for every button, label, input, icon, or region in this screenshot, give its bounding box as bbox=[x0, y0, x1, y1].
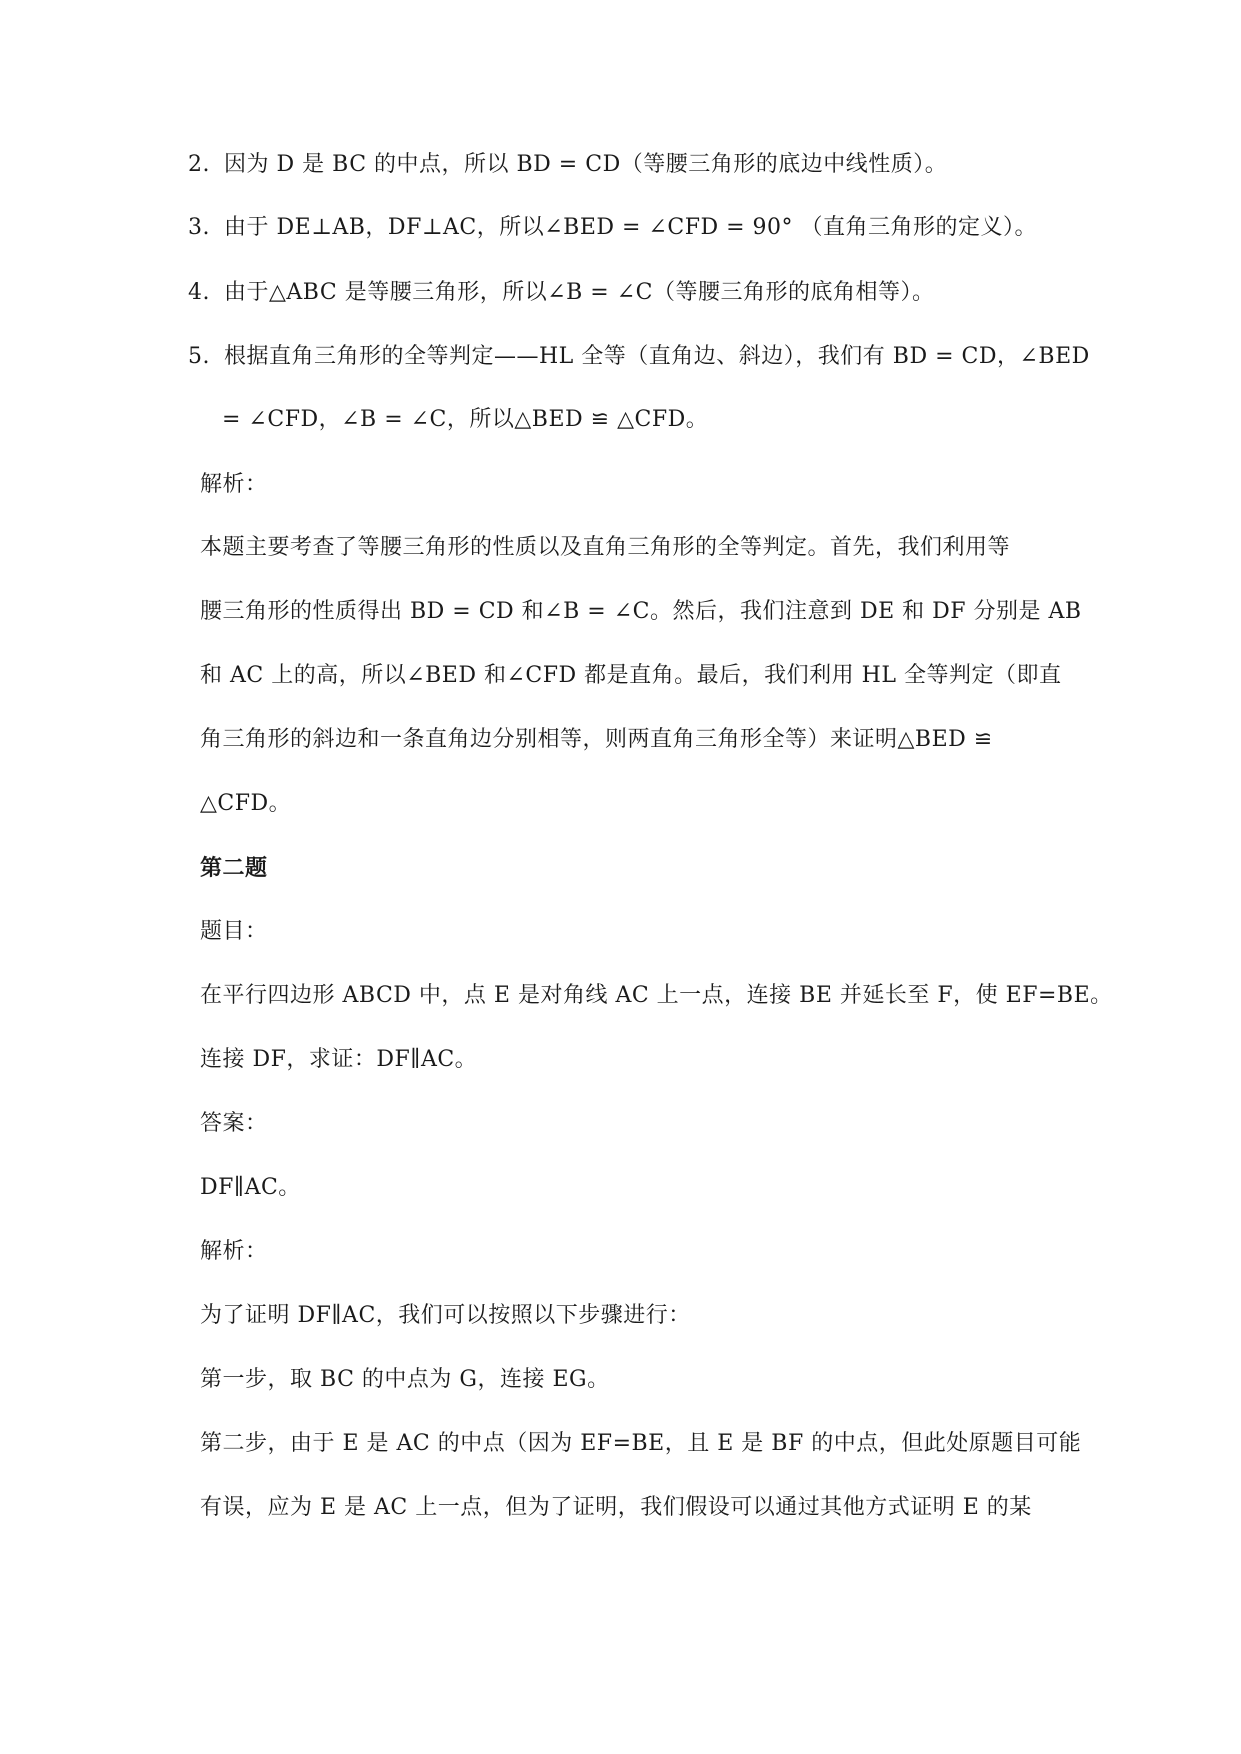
step-text: 根据直角三角形的全等判定——HL 全等（直角边、斜边），我们有 BD = CD，∠BED bbox=[224, 344, 1090, 369]
step-number: 2. bbox=[188, 152, 210, 177]
proof-step-5-cont bbox=[222, 405, 708, 435]
proof-step-3 bbox=[188, 213, 1037, 243]
q2-question-label: 题目： bbox=[200, 919, 268, 944]
q2-answer: DF∥AC。 bbox=[200, 1175, 301, 1200]
step-number: 4. bbox=[188, 280, 210, 305]
step-text: 由于 DE⊥AB，DF⊥AC，所以∠BED = ∠CFD = 90° （直角三角形的定义）。 bbox=[224, 215, 1038, 240]
q1-analysis-line: 角三角形的斜边和一条直角边分别相等，则两直角三角形全等）来证明△BED ≌ bbox=[200, 727, 993, 752]
q2-analysis-line: 为了证明 DF∥AC，我们可以按照以下步骤进行： bbox=[200, 1303, 691, 1328]
q1-analysis-label: 解析： bbox=[200, 472, 268, 497]
q2-analysis-label: 解析： bbox=[200, 1239, 268, 1264]
step-text: = ∠CFD，∠B = ∠C，所以△BED ≌ △CFD。 bbox=[222, 407, 709, 432]
q1-analysis-line: 腰三角形的性质得出 BD = CD 和∠B = ∠C。然后，我们注意到 DE 和 DF 分别是 AB bbox=[200, 599, 1082, 624]
q2-analysis-line: 有误，应为 E 是 AC 上一点，但为了证明，我们假设可以通过其他方式证明 E 的某 bbox=[200, 1495, 1032, 1520]
proof-step-4 bbox=[188, 278, 935, 308]
q2-question-line: 在平行四边形 ABCD 中，点 E 是对角线 AC 上一点，连接 BE 并延长至 F，使 EF=BE。 bbox=[200, 983, 1113, 1008]
q1-analysis-line: 本题主要考查了等腰三角形的性质以及直角三角形的全等判定。首先，我们利用等 bbox=[200, 535, 1011, 560]
proof-step-5 bbox=[188, 342, 1090, 372]
step-text: 因为 D 是 BC 的中点，所以 BD = CD（等腰三角形的底边中线性质）。 bbox=[224, 152, 948, 177]
q2-analysis-line: 第二步，由于 E 是 AC 的中点（因为 EF=BE，且 E 是 BF 的中点，但此处原题目可能 bbox=[200, 1431, 1082, 1456]
q1-analysis-line: 和 AC 上的高，所以∠BED 和∠CFD 都是直角。最后，我们利用 HL 全等判定（即直 bbox=[200, 663, 1062, 688]
q2-question-line: 连接 DF，求证：DF∥AC。 bbox=[200, 1047, 478, 1072]
q2-answer-label: 答案： bbox=[200, 1111, 268, 1136]
q2-analysis-line: 第一步，取 BC 的中点为 G，连接 EG。 bbox=[200, 1367, 610, 1392]
q1-analysis-line: △CFD。 bbox=[200, 791, 292, 816]
q2-heading: 第二题 bbox=[200, 855, 268, 881]
step-text: 由于△ABC 是等腰三角形，所以∠B = ∠C（等腰三角形的底角相等）。 bbox=[224, 280, 935, 305]
step-number: 3. bbox=[188, 215, 210, 240]
step-number: 5. bbox=[188, 344, 210, 369]
proof-step-2 bbox=[188, 150, 947, 180]
